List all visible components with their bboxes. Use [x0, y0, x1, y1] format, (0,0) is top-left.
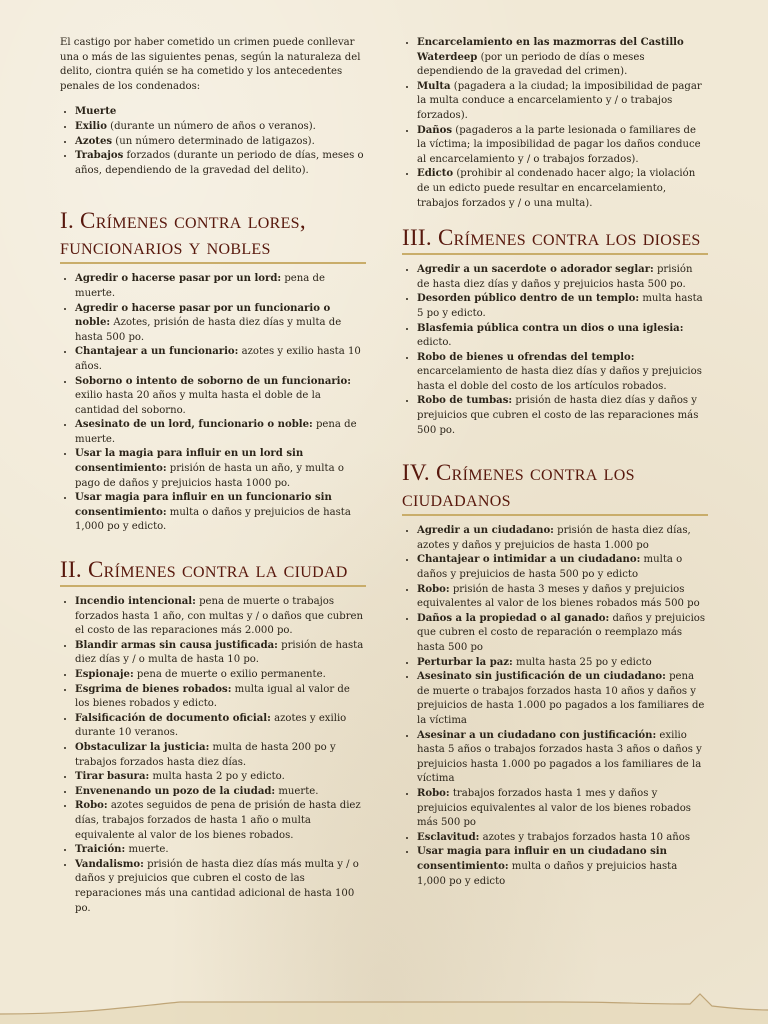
list-item: • Obstaculizar la justicia: multa de hasta 200 po y trabajos forzados hasta diez días.: [75, 741, 366, 770]
list-item: • Usar la magia para influir en un lord sin consentimiento: prisión de hasta un año, y multa o pago de daños y prejuicios hasta 1000 po.: [75, 447, 366, 491]
list-item: • Perturbar la paz: multa hasta 25 po y edicto: [417, 656, 708, 671]
list-item: • Edicto (prohibir al condenado hacer algo; la violación de un edicto puede resultar en encarcelamiento, trabajos forzados y / o una multa).: [417, 167, 708, 211]
list-item: • Azotes (un número determinado de latigazos).: [75, 135, 366, 150]
penalty-list: [60, 105, 366, 178]
list-item: • Blandir armas sin causa justificada: prisión de hasta diez días y / o multa de hasta 10 po.: [75, 639, 366, 668]
right-column: [402, 36, 708, 897]
list-item: • Encarcelamiento en las mazmorras del Castillo Waterdeep (por un periodo de días o meses dependiendo de la gravedad del crimen).: [417, 36, 708, 80]
section-heading: I. Crímenes contra lores, funcionarios y nobles: [60, 208, 366, 264]
list-item: • Esgrima de bienes robados: multa igual al valor de los bienes robados y edicto.: [75, 683, 366, 712]
list-item: • Falsificación de documento oficial: azotes y exilio durante 10 veranos.: [75, 712, 366, 741]
list-item: • Daños (pagaderos a la parte lesionada o familiares de la víctima; la imposibilidad de pagar los daños conduce al encarcelamiento y / o trabajos forzados).: [417, 124, 708, 168]
list-item: • Asesinato sin justificación de un ciudadano: pena de muerte o trabajos forzados hasta 10 años y daños y prejuicios de hasta 1.000 po pagados a los familiares de la víctima: [417, 670, 708, 728]
list-item: • Robo de bienes u ofrendas del templo: encarcelamiento de hasta diez días y daños y prejuicios hasta el doble del costo de los artículos robados.: [417, 351, 708, 395]
list-item: • Chantajear o intimidar a un ciudadano: multa o daños y prejuicios de hasta 500 po y edicto: [417, 553, 708, 582]
list-item: • Robo de tumbas: prisión de hasta diez días y daños y prejuicios que cubren el costo de las reparaciones más 500 po.: [417, 394, 708, 438]
list-item: • Agredir o hacerse pasar por un funcionario o noble: Azotes, prisión de hasta diez días y multa de hasta 500 po.: [75, 302, 366, 346]
left-column: [60, 36, 366, 924]
list-item: • Usar magia para influir en un ciudadano sin consentimiento: multa o daños y prejuicios hasta 1,000 po y edicto: [417, 845, 708, 889]
list-item: • Robo: prisión de hasta 3 meses y daños y prejuicios equivalentes al valor de los bienes robados más 500 po: [417, 583, 708, 612]
list-item: • Espionaje: pena de muerte o exilio permanente.: [75, 668, 366, 683]
list-item: • Agredir a un ciudadano: prisión de hasta diez días, azotes y daños y prejuicios de hasta 1.000 po: [417, 524, 708, 553]
list-item: • Muerte: [75, 105, 366, 120]
section-heading: III. Crímenes contra los dioses: [402, 225, 708, 255]
list-item: • Robo: azotes seguidos de pena de prisión de hasta diez días, trabajos forzados de hasta 1 año o multa equivalente al valor de los bienes robados.: [75, 799, 366, 843]
section-list: [60, 595, 366, 916]
list-item: • Multa (pagadera a la ciudad; la imposibilidad de pagar la multa conduce a encarcelamiento y / o trabajos forzados).: [417, 80, 708, 124]
list-item: • Chantajear a un funcionario: azotes y exilio hasta 10 años.: [75, 345, 366, 374]
list-item: • Agredir a un sacerdote o adorador seglar: prisión de hasta diez días y daños y prejuicios hasta 500 po.: [417, 263, 708, 292]
list-item: • Robo: trabajos forzados hasta 1 mes y daños y prejuicios equivalentes al valor de los bienes robados más 500 po: [417, 787, 708, 831]
list-item: • Asesinar a un ciudadano con justificación: exilio hasta 5 años o trabajos forzados hasta 3 años o daños y prejuicios hasta 1.000 po pagados a los familiares de la víctima: [417, 729, 708, 787]
list-item: • Usar magia para influir en un funcionario sin consentimiento: multa o daños y prejuicios de hasta 1,000 po y edicto.: [75, 491, 366, 535]
list-item: • Trabajos forzados (durante un periodo de días, meses o años, dependiendo de la gravedad del delito).: [75, 149, 366, 178]
penalty-list-continued: [402, 36, 708, 211]
list-item: • Traición: muerte.: [75, 843, 366, 858]
list-item: • Tirar basura: multa hasta 2 po y edicto.: [75, 770, 366, 785]
list-item: • Esclavitud: azotes y trabajos forzados hasta 10 años: [417, 831, 708, 846]
intro-paragraph: El castigo por haber cometido un crimen puede conllevar una o más de las siguientes penas, según la naturaleza del delito, ciontra quién se ha cometido y los antecedentes penales de los condenados:: [60, 37, 361, 92]
list-item: • Daños a la propiedad o al ganado: daños y prejuicios que cubren el costo de reparación o reemplazo más hasta 500 po: [417, 612, 708, 656]
list-item: • Incendio intencional: pena de muerte o trabajos forzados hasta 1 año, con multas y / o daños que cubren el costo de las reparaciones más 2.000 po.: [75, 595, 366, 639]
section-list: [402, 263, 708, 438]
list-item: • Asesinato de un lord, funcionario o noble: pena de muerte.: [75, 418, 366, 447]
page-footer-ornament: [0, 984, 768, 1024]
list-item: • Desorden público dentro de un templo: multa hasta 5 po y edicto.: [417, 292, 708, 321]
list-item: • Agredir o hacerse pasar por un lord: pena de muerte.: [75, 272, 366, 301]
list-item: • Blasfemia pública contra un dios o una iglesia: edicto.: [417, 322, 708, 351]
list-item: • Vandalismo: prisión de hasta diez días más multa y / o daños y prejuicios que cubren el costo de las reparaciones más una cantidad adicional de hasta 100 po.: [75, 858, 366, 916]
list-item: • Exilio (durante un número de años o veranos).: [75, 120, 366, 135]
section-list: [402, 524, 708, 889]
section-heading: IV. Crímenes contra los ciudadanos: [402, 460, 708, 516]
section-heading: II. Crímenes contra la ciudad: [60, 557, 366, 587]
list-item: • Soborno o intento de soborno de un funcionario: exilio hasta 20 años y multa hasta el doble de la cantidad del soborno.: [75, 375, 366, 419]
section-list: [60, 272, 366, 535]
list-item: • Envenenando un pozo de la ciudad: muerte.: [75, 785, 366, 800]
